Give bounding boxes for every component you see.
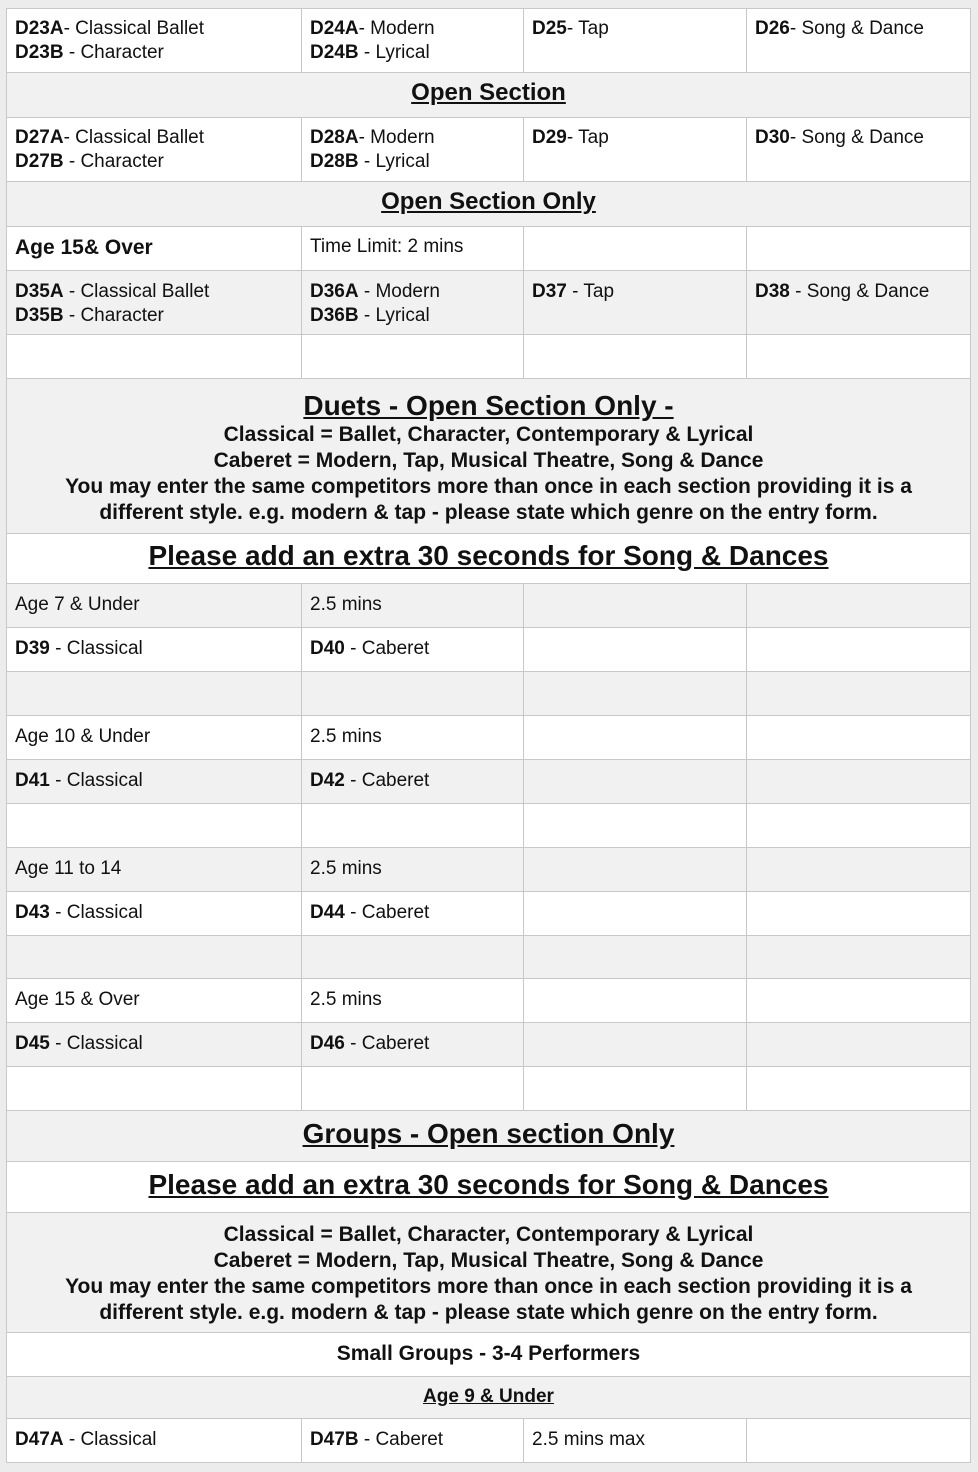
class-code: D26 xyxy=(755,18,790,39)
section-row-d35-d38 xyxy=(7,271,971,335)
class-code: D29 xyxy=(532,127,567,148)
cell-d37 xyxy=(524,271,747,335)
class-code: D39 xyxy=(15,638,50,659)
class-code: D47B xyxy=(310,1429,359,1450)
class-row-d47 xyxy=(7,1419,971,1463)
class-label: - Character xyxy=(63,305,164,326)
class-code: D47A xyxy=(15,1429,64,1450)
open-section-only-header-row xyxy=(7,182,971,227)
class-code: D46 xyxy=(310,1033,345,1054)
section-row-d23-d26 xyxy=(7,9,971,73)
class-code: D41 xyxy=(15,770,50,791)
class-label: - Character xyxy=(63,42,164,63)
empty-row xyxy=(7,1067,971,1111)
time-limit-label: Time Limit: 2 mins xyxy=(310,236,464,257)
class-label: - Tap xyxy=(566,18,609,39)
class-label: - Classical Ballet xyxy=(63,127,205,148)
duets-classical-definition: Classical = Ballet, Character, Contemporary & Lyrical xyxy=(223,423,754,446)
age-row xyxy=(7,584,971,628)
time-limit-label: 2.5 mins xyxy=(310,726,382,747)
class-code: D45 xyxy=(15,1033,50,1054)
class-label: - Classical Ballet xyxy=(63,281,210,302)
class-label: - Lyrical xyxy=(358,305,430,326)
age-group-label: Age 7 & Under xyxy=(15,594,140,615)
class-label: - Modern xyxy=(358,18,435,39)
schedule-table xyxy=(6,8,971,1463)
class-code: D42 xyxy=(310,770,345,791)
age-9-under-title: Age 9 & Under xyxy=(423,1386,554,1407)
class-label: - Caberet xyxy=(358,1429,444,1450)
class-label: - Classical xyxy=(49,638,143,659)
empty-row xyxy=(7,335,971,379)
groups-caberet-definition: Caberet = Modern, Tap, Musical Theatre, Song & Dance xyxy=(213,1249,764,1272)
class-row xyxy=(7,628,971,672)
small-groups-header-row xyxy=(7,1333,971,1377)
class-row xyxy=(7,892,971,936)
duets-entry-note: You may enter the same competitors more than once in each section providing it is a different style. e.g. modern & tap - please state which genre on the entry form. xyxy=(65,475,912,524)
class-label: - Classical xyxy=(63,1429,157,1450)
time-limit-label: 2.5 mins max xyxy=(532,1429,645,1450)
time-limit-label: 2.5 mins xyxy=(310,858,382,879)
class-label: - Classical xyxy=(49,1033,143,1054)
class-code: D28A xyxy=(310,127,359,148)
age-row xyxy=(7,979,971,1023)
cell-d38 xyxy=(747,271,971,335)
age-group-label: Age 10 & Under xyxy=(15,726,151,747)
extra-time-note: Please add an extra 30 seconds for Song & Dances xyxy=(148,1169,829,1200)
age-9-under-header-row xyxy=(7,1377,971,1419)
class-code: D35B xyxy=(15,305,64,326)
empty-row xyxy=(7,936,971,979)
cell-d26 xyxy=(747,9,971,73)
class-code: D25 xyxy=(532,18,567,39)
class-code: D40 xyxy=(310,638,345,659)
section-row-d27-d30 xyxy=(7,118,971,182)
extra-time-note: Please add an extra 30 seconds for Song & Dances xyxy=(148,540,829,571)
class-code: D24B xyxy=(310,42,359,63)
class-label: - Tap xyxy=(566,127,609,148)
age-row xyxy=(7,716,971,760)
duets-title: Duets - Open Section Only - xyxy=(303,390,674,421)
class-code: D23A xyxy=(15,18,64,39)
time-limit-label: 2.5 mins xyxy=(310,594,382,615)
groups-classical-definition: Classical = Ballet, Character, Contemporary & Lyrical xyxy=(223,1223,754,1246)
class-code: D27A xyxy=(15,127,64,148)
open-section-header-row xyxy=(7,73,971,118)
groups-info-row xyxy=(7,1213,971,1333)
empty-row xyxy=(7,804,971,848)
class-label: - Lyrical xyxy=(358,42,430,63)
class-code: D43 xyxy=(15,902,50,923)
groups-title: Groups - Open section Only xyxy=(302,1118,675,1149)
class-label: - Lyrical xyxy=(358,151,430,172)
class-code: D27B xyxy=(15,151,64,172)
cell-d23 xyxy=(7,9,302,73)
cell-d30 xyxy=(747,118,971,182)
class-label: - Classical Ballet xyxy=(63,18,205,39)
duets-caberet-definition: Caberet = Modern, Tap, Musical Theatre, Song & Dance xyxy=(213,449,764,472)
cell-d27 xyxy=(7,118,302,182)
class-label: - Classical xyxy=(49,902,143,923)
cell-d24 xyxy=(302,9,524,73)
class-code: D24A xyxy=(310,18,359,39)
extra-time-note-row-2 xyxy=(7,1162,971,1213)
time-limit-label: 2.5 mins xyxy=(310,989,382,1010)
class-code: D44 xyxy=(310,902,345,923)
age-group-label: Age 15& Over xyxy=(15,236,153,259)
empty-row xyxy=(7,672,971,716)
class-code: D23B xyxy=(15,42,64,63)
open-section-title: Open Section xyxy=(411,79,566,106)
class-row xyxy=(7,1023,971,1067)
class-label: - Song & Dance xyxy=(789,127,924,148)
small-groups-title: Small Groups - 3-4 Performers xyxy=(336,1342,641,1365)
class-label: - Song & Dance xyxy=(789,281,930,302)
class-code: D36B xyxy=(310,305,359,326)
groups-entry-note: You may enter the same competitors more than once in each section providing it is a different style. e.g. modern & tap - please state which genre on the entry form. xyxy=(65,1275,912,1324)
cell-d25 xyxy=(524,9,747,73)
class-code: D37 xyxy=(532,281,567,302)
cell-d28 xyxy=(302,118,524,182)
duets-info-row xyxy=(7,379,971,534)
class-label: - Tap xyxy=(566,281,615,302)
age-group-label: Age 15 & Over xyxy=(15,989,140,1010)
cell-d35 xyxy=(7,271,302,335)
class-code: D30 xyxy=(755,127,790,148)
class-label: - Caberet xyxy=(344,770,430,791)
open-section-only-title: Open Section Only xyxy=(381,188,596,215)
class-label: - Caberet xyxy=(344,638,430,659)
cell-d29 xyxy=(524,118,747,182)
groups-header-row xyxy=(7,1111,971,1162)
class-code: D28B xyxy=(310,151,359,172)
class-label: - Character xyxy=(63,151,164,172)
class-code: D38 xyxy=(755,281,790,302)
class-row xyxy=(7,760,971,804)
age-15-over-row xyxy=(7,227,971,271)
age-row xyxy=(7,848,971,892)
class-label: - Classical xyxy=(49,770,143,791)
class-label: - Caberet xyxy=(344,1033,430,1054)
class-label: - Modern xyxy=(358,127,435,148)
class-label: - Song & Dance xyxy=(789,18,924,39)
class-code: D35A xyxy=(15,281,64,302)
age-group-label: Age 11 to 14 xyxy=(15,858,122,879)
cell-d36 xyxy=(302,271,524,335)
class-label: - Modern xyxy=(358,281,440,302)
class-code: D36A xyxy=(310,281,359,302)
class-label: - Caberet xyxy=(344,902,430,923)
extra-time-note-row-1 xyxy=(7,534,971,584)
